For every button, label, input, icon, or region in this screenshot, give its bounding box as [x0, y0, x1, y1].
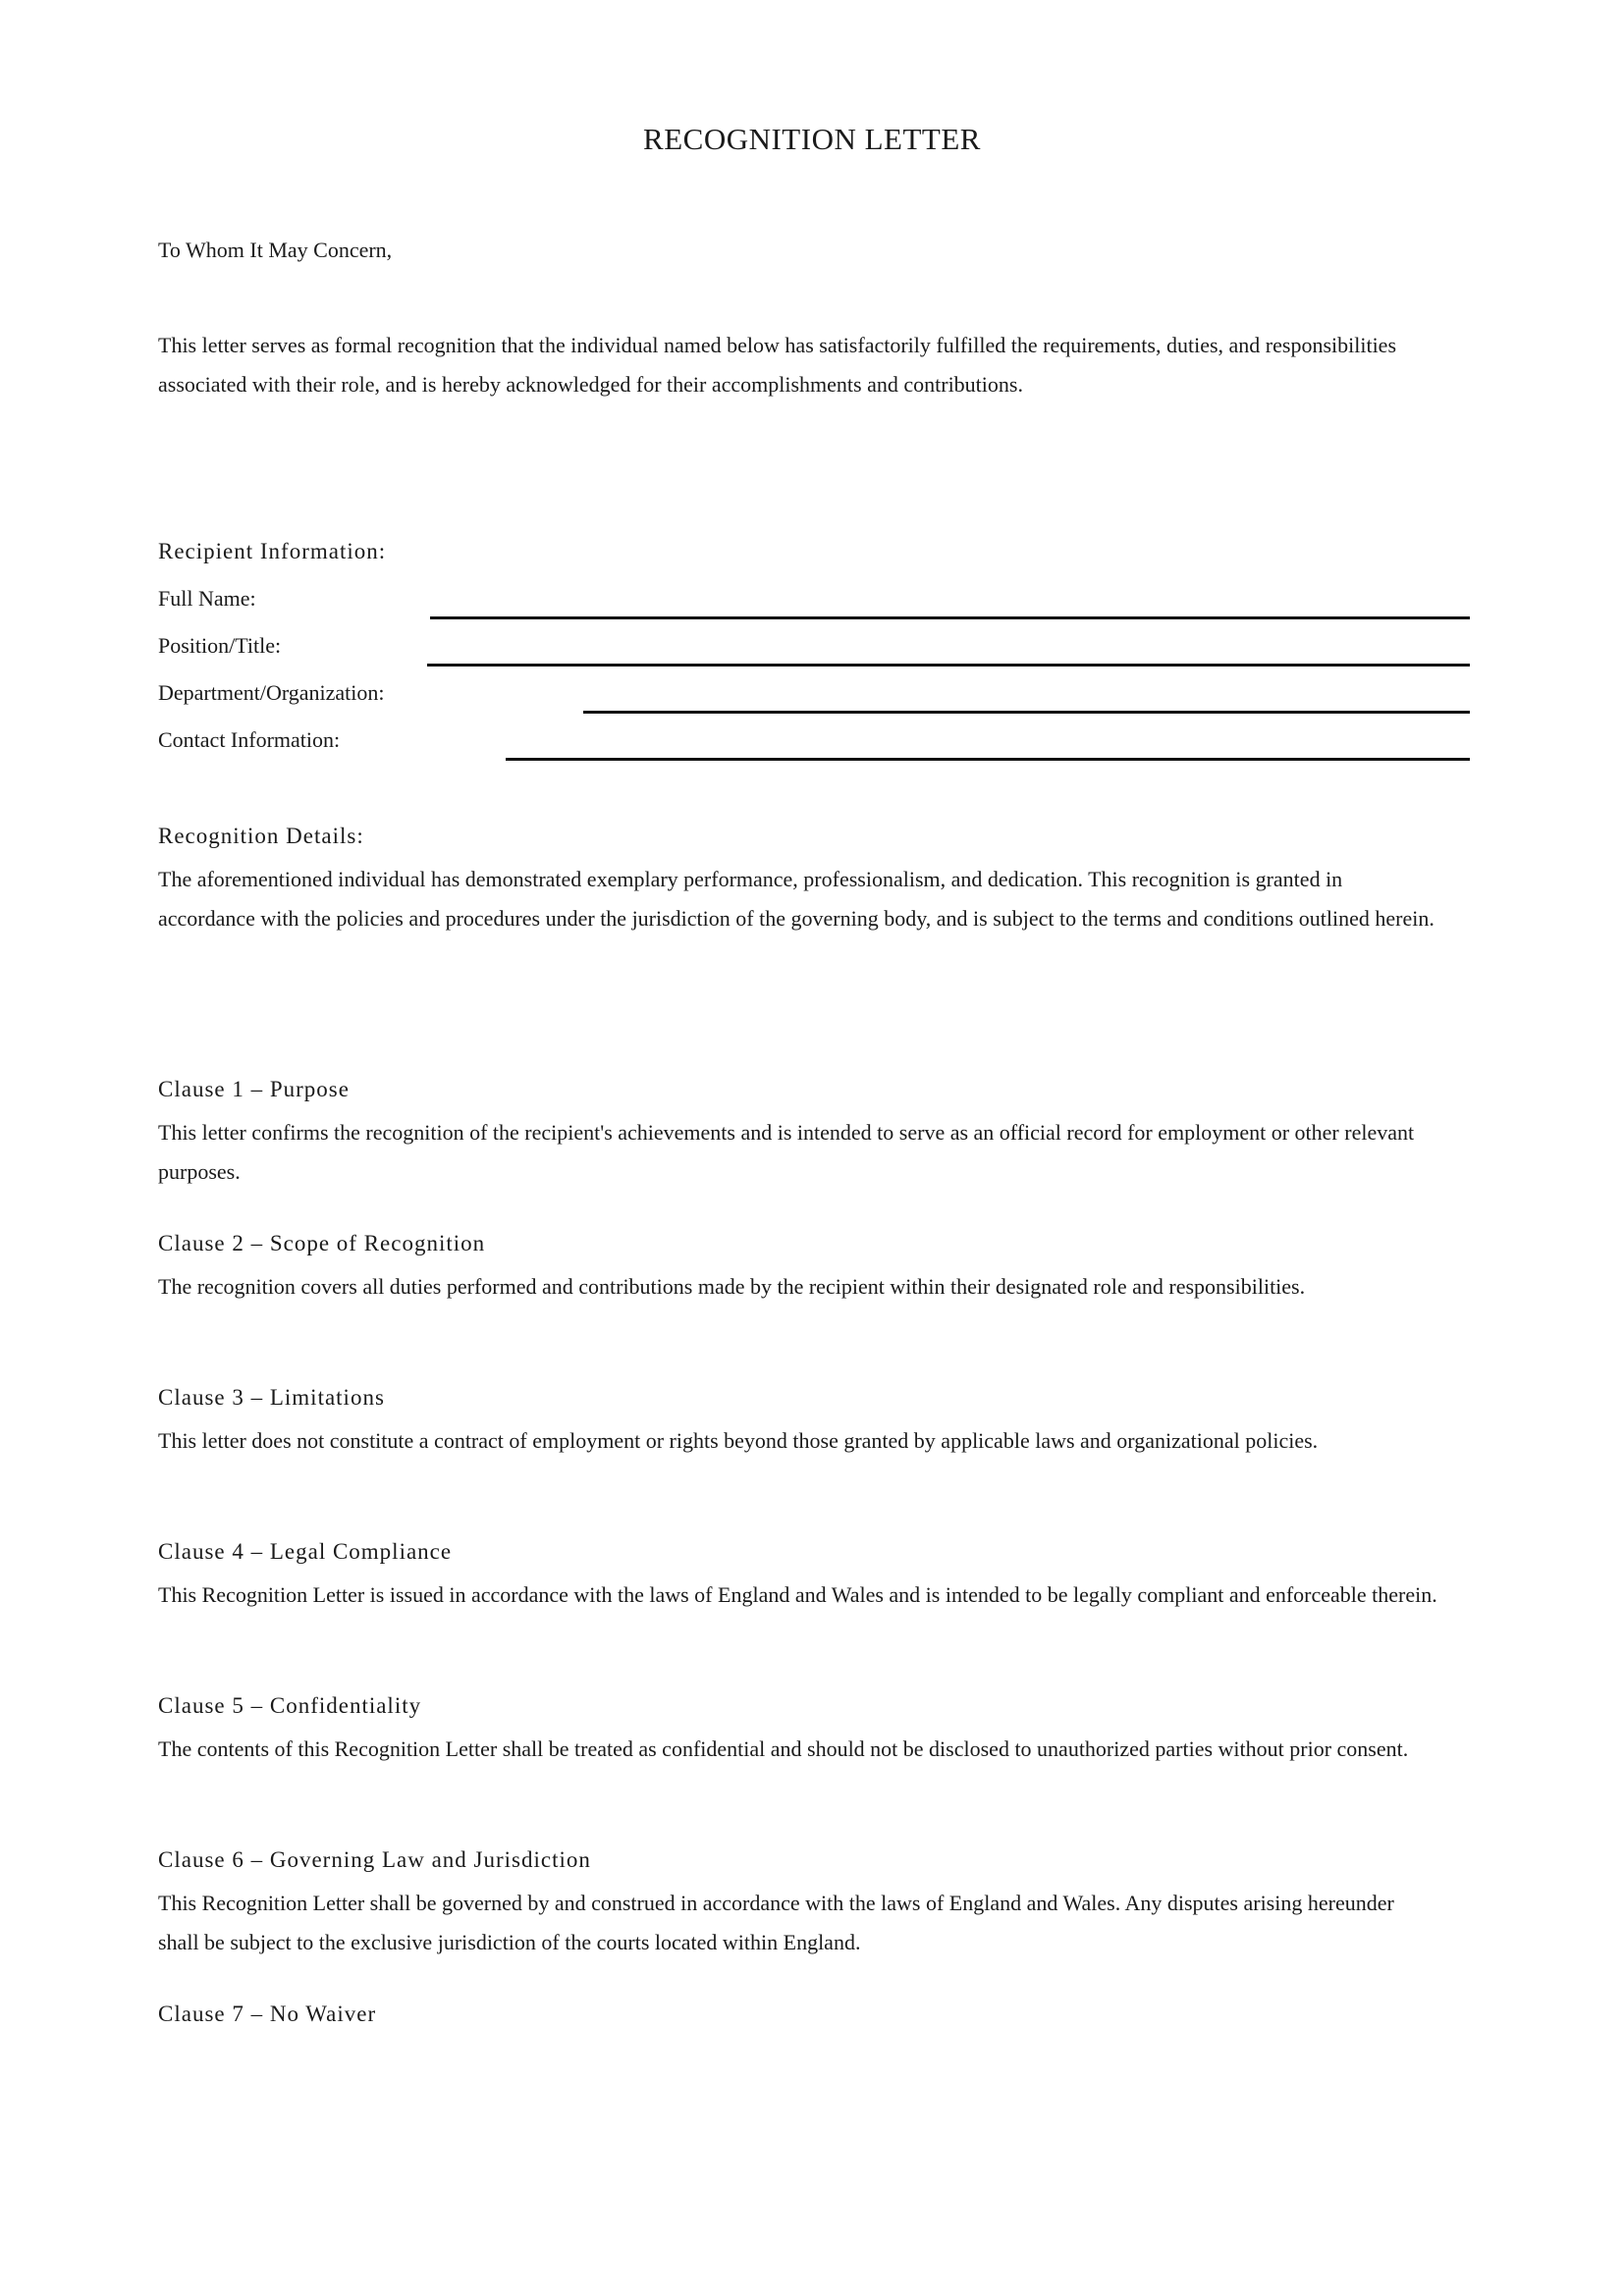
- clause-4-paragraph: This Recognition Letter is issued in accordance with the laws of England and Wales and is intended to be legally compliant and enforceable therein.: [158, 1582, 1437, 1607]
- clause-6-paragraph: This Recognition Letter shall be governed by and construed in accordance with the laws of England and Wales. Any disputes arising hereunder shall be subject to the exclusive jurisdiction of the courts located within England.: [158, 1891, 1394, 1954]
- page-title: RECOGNITION LETTER: [643, 122, 981, 156]
- recognition-details-heading: Recognition Details:: [158, 824, 364, 848]
- clause-section-5: [158, 1686, 1439, 1769]
- recognition-details-section: [158, 817, 1439, 938]
- position-title-blank-line: [427, 664, 1470, 667]
- clause-4-heading: Clause 4 – Legal Compliance: [158, 1539, 453, 1564]
- clause-2-heading: Clause 2 – Scope of Recognition: [158, 1231, 486, 1255]
- clause-section-1: [158, 1070, 1439, 1192]
- recognition-details-paragraph: The aforementioned individual has demonstrated exemplary performance, professionalism, and dedication. This recognition is granted in accordance with the policies and procedures under the jurisdiction of the governing body, and is subject to the terms and conditions outlined herein.: [158, 867, 1435, 931]
- full-name-blank-line: [430, 616, 1470, 619]
- contact-information-label: Contact Information:: [158, 727, 341, 752]
- field-row-department-organization: [158, 673, 1473, 721]
- clause-section-6: [158, 1841, 1439, 1962]
- clause-section-7: [158, 1995, 1439, 2038]
- recipient-info-heading: Recipient Information:: [158, 539, 387, 563]
- clause-7-heading: Clause 7 – No Waiver: [158, 2002, 377, 2026]
- field-row-position-title: [158, 626, 1473, 673]
- clause-1-heading: Clause 1 – Purpose: [158, 1077, 350, 1101]
- clause-2-paragraph: The recognition covers all duties performed and contributions made by the recipient within their designated role and responsibilities.: [158, 1274, 1306, 1299]
- intro-paragraph: This letter serves as formal recognition that the individual named below has satisfactorily fulfilled the requirements, duties, and responsibilities associated with their role, and is hereby acknowledged for their accomplishments and contributions.: [158, 333, 1397, 397]
- position-title-label: Position/Title:: [158, 633, 282, 658]
- salutation: To Whom It May Concern,: [158, 238, 393, 262]
- clause-5-heading: Clause 5 – Confidentiality: [158, 1693, 422, 1718]
- full-name-label: Full Name:: [158, 586, 256, 611]
- clause-3-heading: Clause 3 – Limitations: [158, 1385, 385, 1410]
- clause-section-4: [158, 1532, 1439, 1615]
- department-organization-label: Department/Organization:: [158, 680, 385, 705]
- clause-section-3: [158, 1378, 1439, 1461]
- clause-6-heading: Clause 6 – Governing Law and Jurisdiction: [158, 1847, 591, 1872]
- clause-1-paragraph: This letter confirms the recognition of the recipient's achievements and is intended to serve as an official record for employment or other relevant purposes.: [158, 1120, 1415, 1184]
- field-row-contact-information: [158, 721, 1473, 768]
- contact-information-blank-line: [506, 758, 1470, 761]
- clause-3-paragraph: This letter does not constitute a contract of employment or rights beyond those granted by applicable laws and organizational policies.: [158, 1428, 1319, 1453]
- department-organization-blank-line: [583, 711, 1470, 714]
- clause-5-paragraph: The contents of this Recognition Letter shall be treated as confidential and should not be disclosed to unauthorized parties without prior consent.: [158, 1736, 1409, 1761]
- field-row-full-name: [158, 579, 1473, 626]
- clause-section-2: [158, 1224, 1439, 1307]
